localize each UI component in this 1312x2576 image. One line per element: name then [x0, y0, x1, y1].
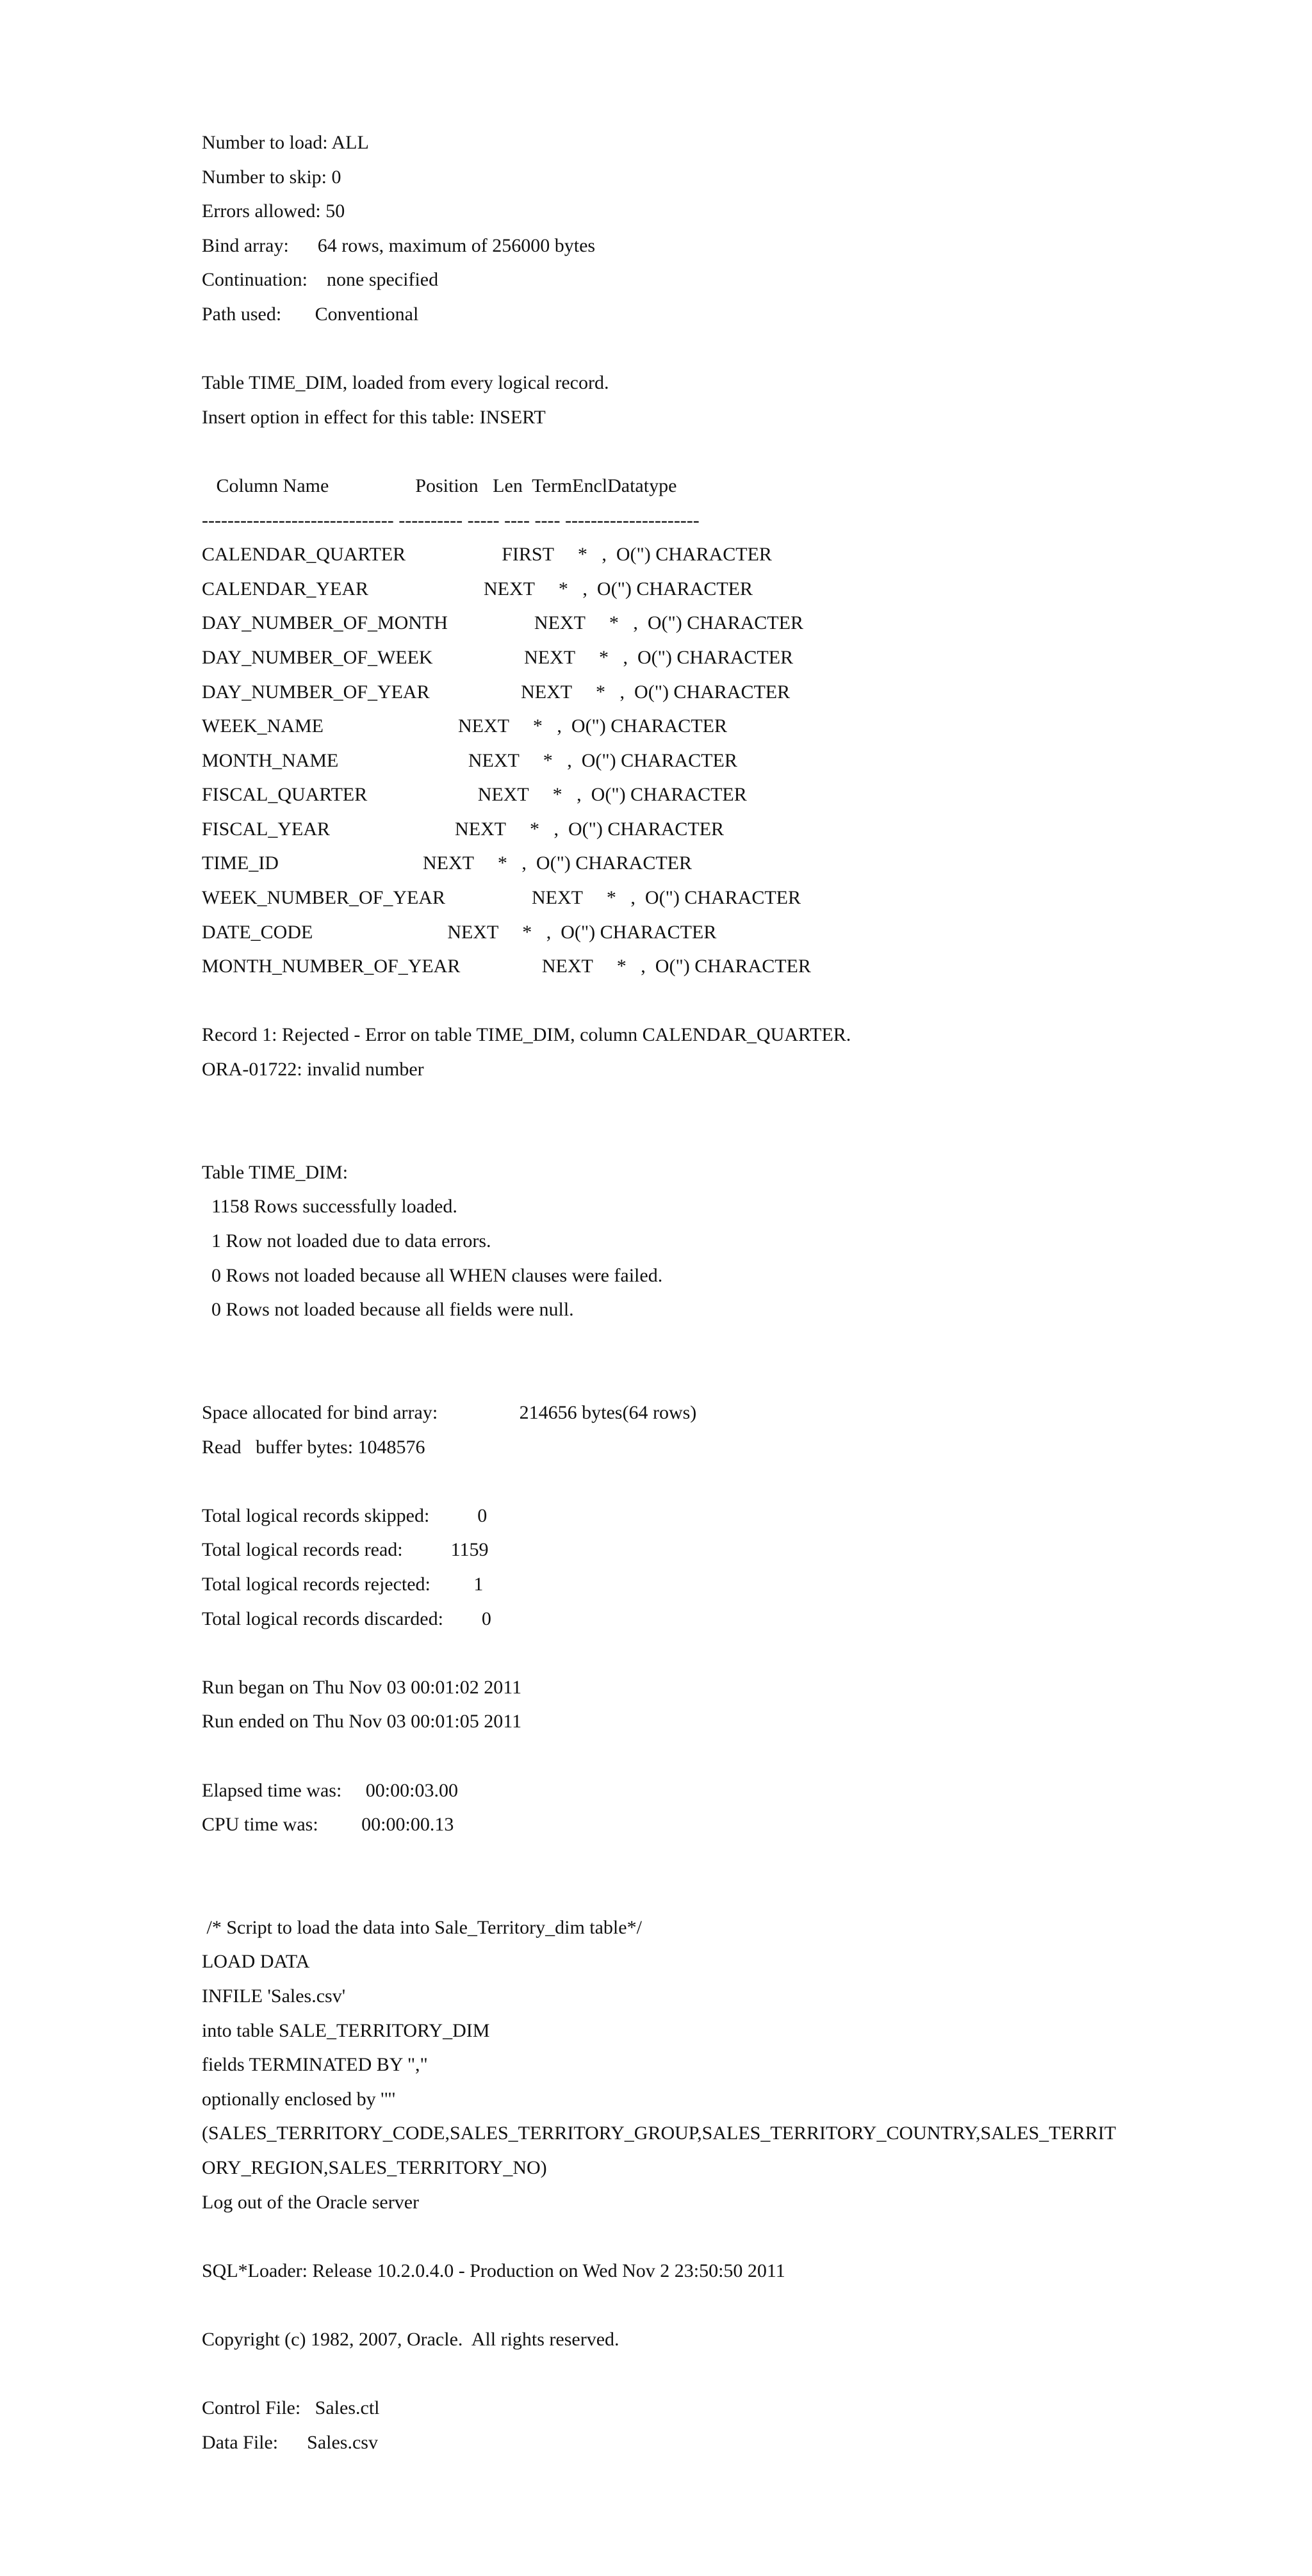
blank-line — [202, 1087, 1291, 1121]
text-line: /* Script to load the data into Sale_Territory_dim table*/ — [202, 1916, 642, 1938]
text-line: DATE_CODE NEXT * , O(") CHARACTER — [202, 921, 717, 943]
text-line: (SALES_TERRITORY_CODE,SALES_TERRITORY_GROUP,SALES_TERRITORY_COUNTRY,SALES_TERRIT — [202, 2123, 1117, 2144]
blank-line — [202, 1464, 1291, 1499]
blank-line — [202, 1327, 1291, 1362]
text-line: Run began on Thu Nov 03 00:01:02 2011 — [202, 1676, 522, 1698]
text-line: SQL*Loader: Release 10.2.0.4.0 - Production on Wed Nov 2 23:50:50 2011 — [202, 2260, 785, 2281]
blank-line — [202, 434, 1291, 469]
text-line: 0 Rows not loaded because all WHEN clauses were failed. — [202, 1264, 663, 1286]
text-line: Space allocated for bind array: 214656 bytes(64 rows) — [202, 1401, 697, 1423]
text-line: ORA-01722: invalid number — [202, 1059, 424, 1080]
document-body — [202, 126, 1291, 2459]
text-line: MONTH_NAME NEXT * , O(") CHARACTER — [202, 749, 737, 771]
blank-line — [202, 1361, 1291, 1396]
text-line: Errors allowed: 50 — [202, 200, 345, 222]
text-line: Total logical records read: 1159 — [202, 1539, 489, 1561]
text-line: WEEK_NUMBER_OF_YEAR NEXT * , O(") CHARACTER — [202, 887, 801, 909]
text-line: Path used: Conventional — [202, 303, 419, 325]
text-line: Insert option in effect for this table: INSERT — [202, 406, 546, 428]
text-line: TIME_ID NEXT * , O(") CHARACTER — [202, 852, 692, 874]
blank-line — [202, 1121, 1291, 1155]
text-line: Copyright (c) 1982, 2007, Oracle. All rights reserved. — [202, 2329, 619, 2350]
text-line: Control File: Sales.ctl — [202, 2397, 380, 2419]
text-line: Data File: Sales.csv — [202, 2431, 378, 2453]
blank-line — [202, 2357, 1291, 2392]
text-line: 1 Row not loaded due to data errors. — [202, 1230, 491, 1251]
text-line: Column Name Position Len TermEnclDatatype — [202, 475, 677, 496]
text-line: FISCAL_YEAR NEXT * , O(") CHARACTER — [202, 818, 725, 840]
blank-line — [202, 2219, 1291, 2254]
text-line: into table SALE_TERRITORY_DIM — [202, 2019, 490, 2041]
text-line: Bind array: 64 rows, maximum of 256000 bytes — [202, 234, 596, 256]
text-line: fields TERMINATED BY "," — [202, 2054, 428, 2076]
text-line: Run ended on Thu Nov 03 00:01:05 2011 — [202, 1711, 522, 1732]
text-line: CALENDAR_QUARTER FIRST * , O(") CHARACTER — [202, 544, 772, 566]
text-line: Log out of the Oracle server — [202, 2191, 420, 2213]
text-line: WEEK_NAME NEXT * , O(") CHARACTER — [202, 715, 727, 737]
text-line: Number to skip: 0 — [202, 166, 341, 188]
text-line: DAY_NUMBER_OF_WEEK NEXT * , O(") CHARACTER — [202, 646, 794, 668]
text-line: Total logical records skipped: 0 — [202, 1504, 488, 1526]
text-line: DAY_NUMBER_OF_MONTH NEXT * , O(") CHARACTER — [202, 612, 803, 634]
text-line: Total logical records rejected: 1 — [202, 1573, 484, 1595]
text-line: 0 Rows not loaded because all fields were null. — [202, 1299, 574, 1321]
blank-line — [202, 1842, 1291, 1877]
text-line: Continuation: none specified — [202, 269, 439, 291]
blank-line — [202, 1876, 1291, 1911]
blank-line — [202, 2288, 1291, 2322]
text-line: Record 1: Rejected - Error on table TIME_DIM, column CALENDAR_QUARTER. — [202, 1024, 851, 1046]
text-line: LOAD DATA — [202, 1951, 310, 1973]
blank-line — [202, 1636, 1291, 1670]
text-line: Number to load: ALL — [202, 132, 369, 153]
text-line: 1158 Rows successfully loaded. — [202, 1196, 457, 1218]
text-line: Table TIME_DIM, loaded from every logical record. — [202, 372, 609, 394]
text-line: optionally enclosed by '"' — [202, 2088, 396, 2110]
text-line: Total logical records discarded: 0 — [202, 1608, 491, 1629]
text-line: MONTH_NUMBER_OF_YEAR NEXT * , O(") CHARACTER — [202, 956, 811, 977]
text-line: ORY_REGION,SALES_TERRITORY_NO) — [202, 2157, 547, 2179]
text-line: INFILE 'Sales.csv' — [202, 1985, 346, 2007]
text-line: FISCAL_QUARTER NEXT * , O(") CHARACTER — [202, 784, 747, 806]
text-line: Table TIME_DIM: — [202, 1161, 348, 1183]
blank-line — [202, 1739, 1291, 1773]
text-line: DAY_NUMBER_OF_YEAR NEXT * , O(") CHARACTER — [202, 681, 791, 703]
text-line: ------------------------------ ---------- ----- ---- ---- --------------------- — [202, 509, 700, 531]
text-line: Read buffer bytes: 1048576 — [202, 1436, 425, 1458]
text-line: CALENDAR_YEAR NEXT * , O(") CHARACTER — [202, 578, 753, 599]
blank-line — [202, 984, 1291, 1018]
text-line: Elapsed time was: 00:00:03.00 — [202, 1779, 458, 1801]
text-line: CPU time was: 00:00:00.13 — [202, 1814, 454, 1836]
blank-line — [202, 332, 1291, 366]
